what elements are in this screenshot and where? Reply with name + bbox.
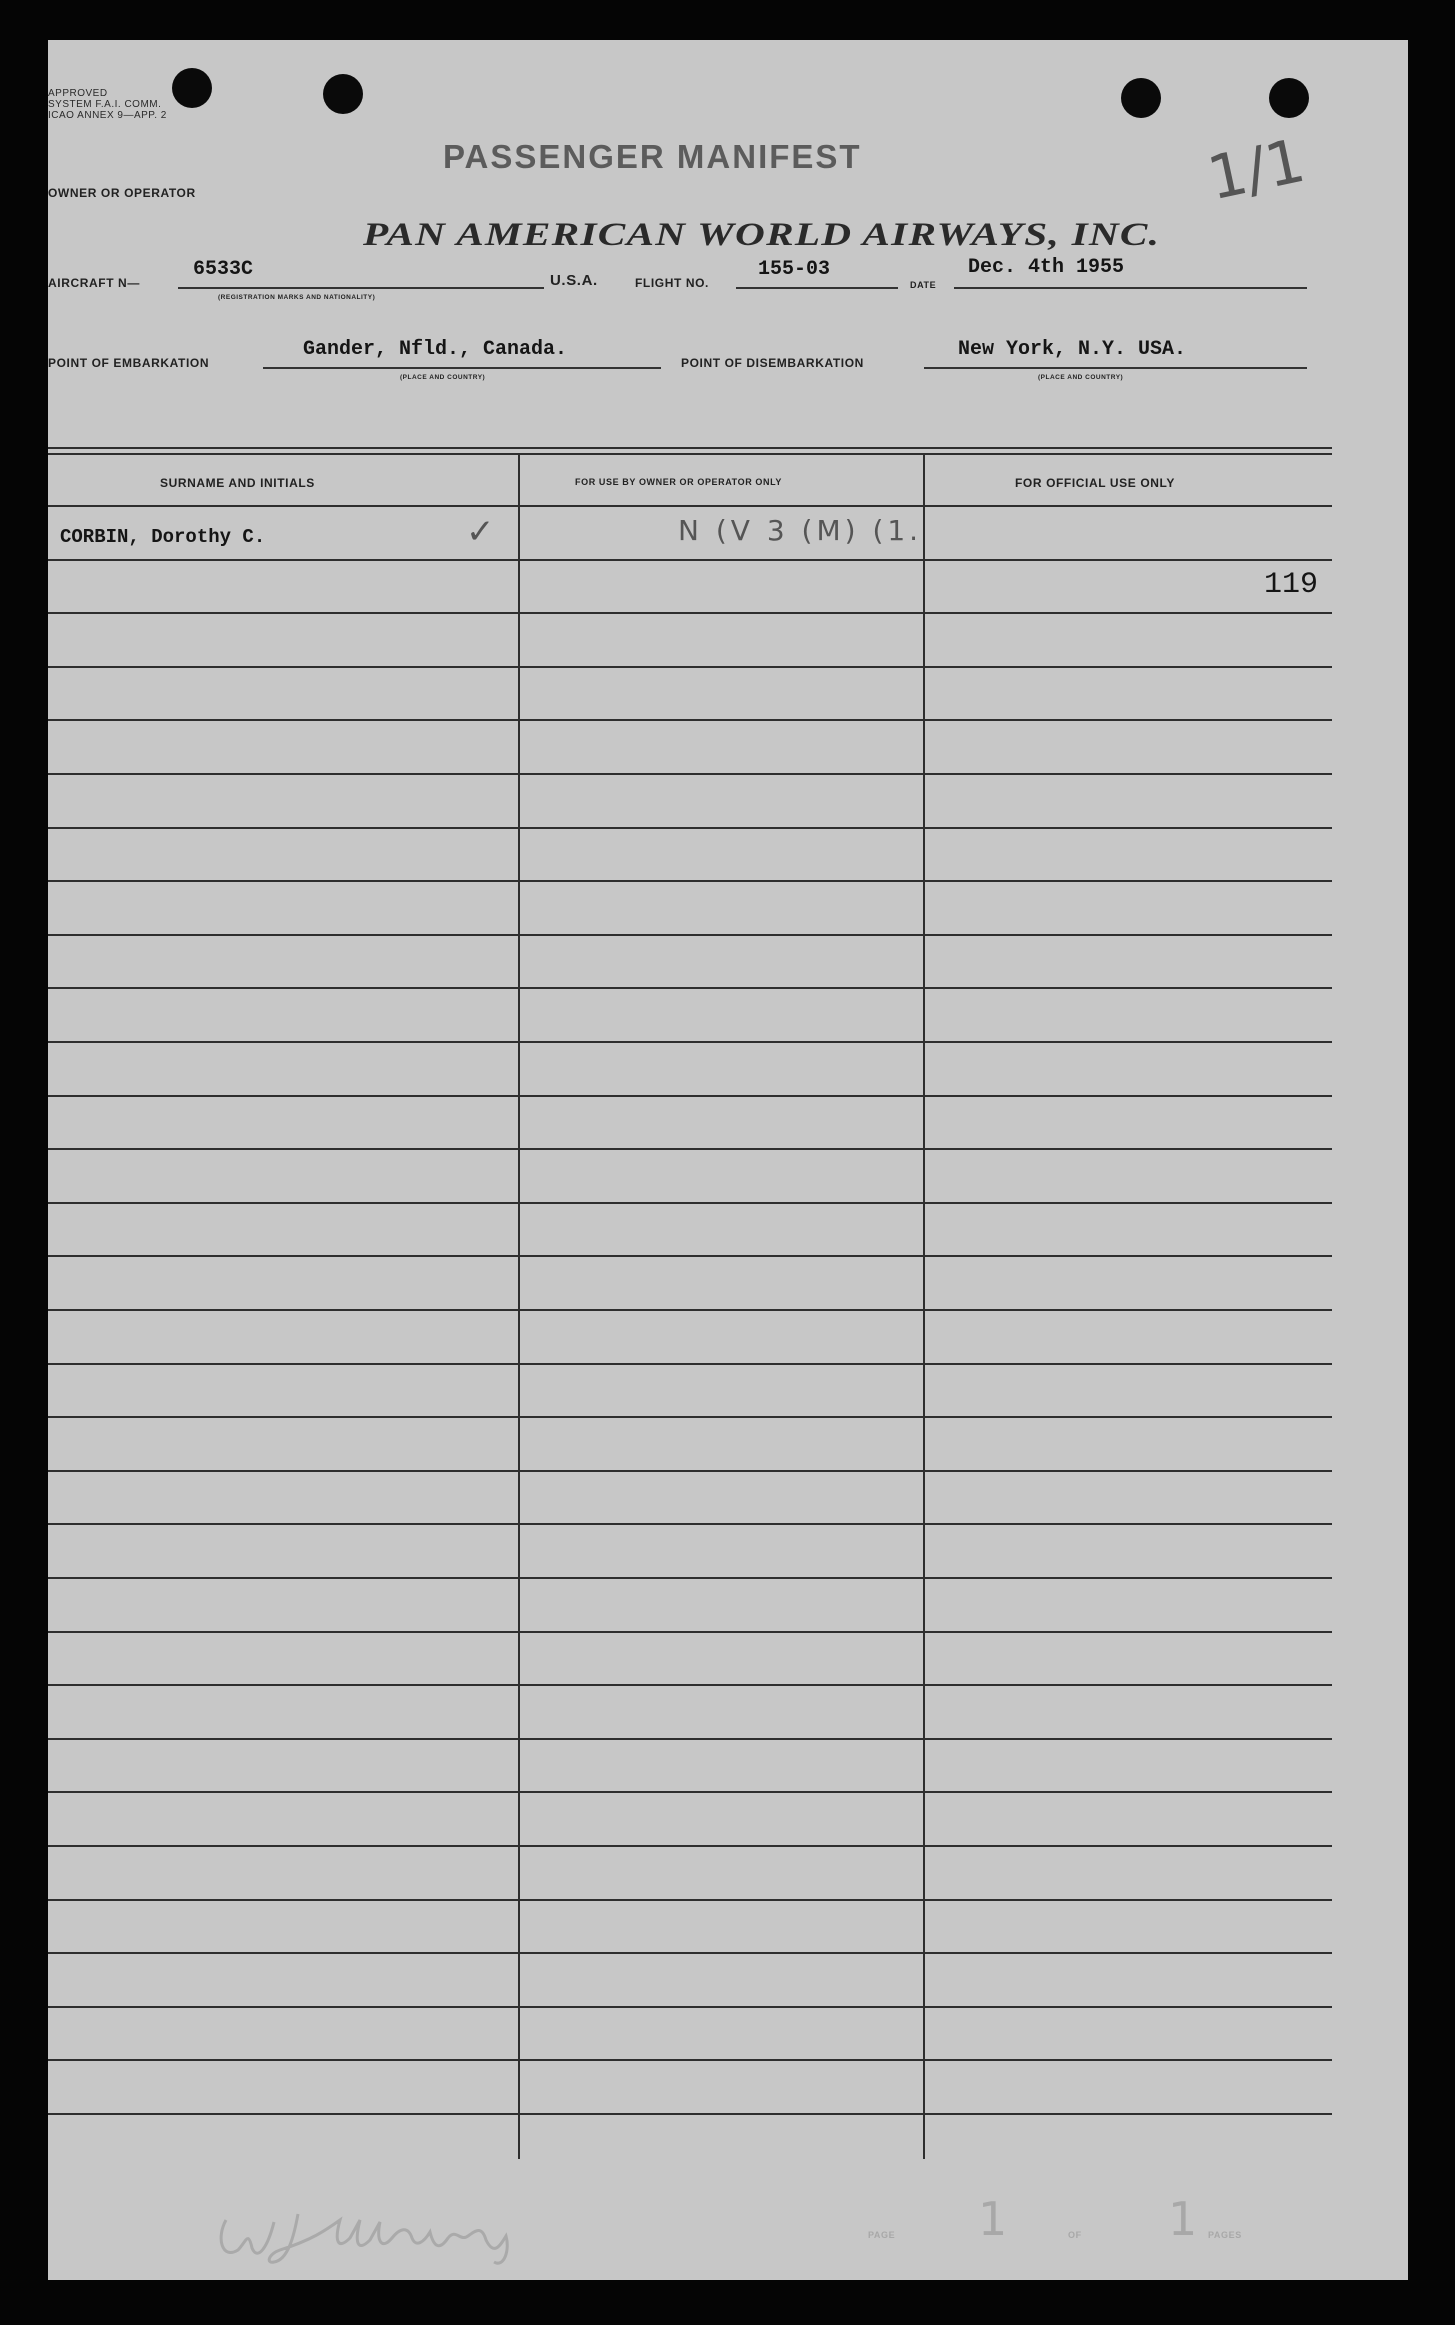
embarkation-label: POINT OF EMBARKATION — [48, 356, 210, 370]
row-rule — [48, 2113, 1332, 2115]
check-mark: ✓ — [466, 512, 495, 552]
page-total: 1 — [1168, 2192, 1198, 2246]
row-rule — [48, 1202, 1332, 1204]
signature — [208, 2190, 658, 2270]
aircraft-value: 6533C — [193, 258, 254, 281]
column-divider — [518, 455, 520, 2159]
row-rule — [48, 666, 1332, 668]
date-value: Dec. 4th 1955 — [968, 256, 1125, 279]
date-line — [954, 287, 1307, 289]
header-operator: FOR USE BY OWNER OR OPERATOR ONLY — [575, 477, 782, 487]
approval-line: APPROVED — [48, 88, 108, 99]
row-rule — [48, 2006, 1332, 2008]
punch-hole — [172, 68, 212, 108]
approval-line: ICAO ANNEX 9—APP. 2 — [48, 110, 167, 121]
disembarkation-value: New York, N.Y. USA. — [958, 338, 1187, 361]
official-number: 119 — [1264, 568, 1319, 602]
approval-stamp — [48, 88, 167, 121]
disembarkation-label: POINT OF DISEMBARKATION — [681, 356, 864, 370]
approval-line: SYSTEM F.A.I. COMM. — [48, 99, 162, 110]
row-rule — [48, 1845, 1332, 1847]
row-rule — [48, 1309, 1332, 1311]
aircraft-label: AIRCRAFT N— — [48, 276, 140, 290]
row-rule — [48, 1416, 1332, 1418]
aircraft-line — [178, 287, 544, 289]
row-rule — [48, 612, 1332, 614]
row-rule — [48, 1684, 1332, 1686]
of-label: OF — [1068, 2230, 1082, 2240]
row-rule — [48, 2059, 1332, 2061]
embarkation-line — [263, 367, 661, 369]
table-top-rule — [48, 453, 1332, 455]
pages-label: PAGES — [1208, 2230, 1242, 2240]
row-rule — [48, 987, 1332, 989]
row-rule — [48, 1577, 1332, 1579]
embarkation-value: Gander, Nfld., Canada. — [303, 338, 568, 361]
owner-label: OWNER OR OPERATOR — [48, 186, 196, 200]
punch-hole — [1269, 78, 1309, 118]
punch-hole — [1121, 78, 1161, 118]
column-divider — [923, 455, 925, 2159]
table-top-rule — [48, 447, 1332, 449]
row-rule — [48, 1255, 1332, 1257]
row-rule — [48, 1791, 1332, 1793]
row-rule — [48, 719, 1332, 721]
corner-mark-text: 1/1 — [1201, 125, 1311, 215]
nationality: U.S.A. — [550, 272, 598, 289]
corner-mark — [1202, 126, 1311, 215]
row-rule — [48, 1470, 1332, 1472]
row-rule — [48, 505, 1332, 507]
flight-line — [736, 287, 898, 289]
header-official: FOR OFFICIAL USE ONLY — [1015, 476, 1175, 490]
flight-value: 155-03 — [758, 258, 831, 281]
operator-name: PAN AMERICAN WORLD AIRWAYS, INC. — [363, 217, 1161, 253]
form-title: PASSENGER MANIFEST — [443, 138, 862, 175]
row-rule — [48, 1631, 1332, 1633]
disembarkation-caption: (PLACE AND COUNTRY) — [1038, 374, 1124, 381]
aircraft-caption: (REGISTRATION MARKS AND NATIONALITY) — [218, 294, 376, 301]
row-rule — [48, 1363, 1332, 1365]
row-rule — [48, 559, 1332, 561]
row-rule — [48, 1952, 1332, 1954]
row-rule — [48, 827, 1332, 829]
row-rule — [48, 1148, 1332, 1150]
page-number: 1 — [978, 2192, 1008, 2246]
row-rule — [48, 880, 1332, 882]
flight-label: FLIGHT NO. — [635, 276, 709, 290]
row-rule — [48, 1041, 1332, 1043]
row-rule — [48, 1523, 1332, 1525]
row-rule — [48, 773, 1332, 775]
operator-note: N (V 3 (M) (1. — [678, 514, 923, 547]
row-rule — [48, 1095, 1332, 1097]
disembarkation-line — [924, 367, 1307, 369]
date-label: DATE — [910, 280, 937, 290]
header-surname: SURNAME AND INITIALS — [160, 476, 315, 490]
row-rule — [48, 1899, 1332, 1901]
row-rule — [48, 934, 1332, 936]
passenger-name: CORBIN, Dorothy C. — [60, 526, 266, 548]
row-rule — [48, 1738, 1332, 1740]
embarkation-caption: (PLACE AND COUNTRY) — [400, 374, 486, 381]
manifest-sheet — [48, 40, 1408, 2280]
punch-hole — [323, 74, 363, 114]
page-label: PAGE — [868, 2230, 896, 2240]
